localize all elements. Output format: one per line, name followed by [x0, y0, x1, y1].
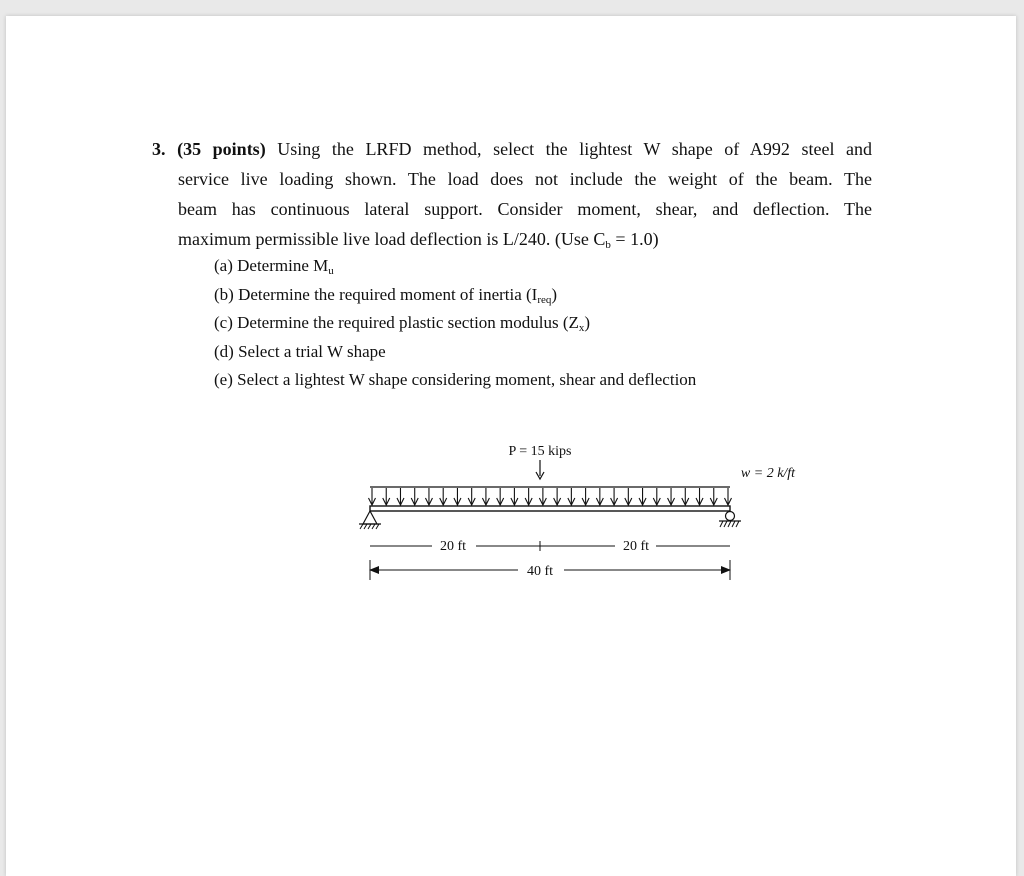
question-points: (35 points): [177, 139, 266, 159]
udl-arrow: [539, 488, 546, 505]
part-b-sub: req: [537, 293, 552, 306]
dimension-left: [370, 539, 540, 554]
problem-text-2: service live loading shown. The load does not include the weight of the beam. The: [178, 169, 872, 189]
udl-arrow: [482, 488, 489, 505]
problem-text-1: Using the LRFD method, select the lightest W shape of A992 steel and: [277, 139, 873, 159]
udl-arrow: [554, 488, 561, 505]
problem-text-4-end: = 1.0): [610, 229, 659, 249]
udl-arrow: [383, 488, 390, 505]
udl-arrow: [568, 488, 575, 505]
problem-statement: [152, 134, 872, 254]
part-a-sub: u: [328, 265, 334, 277]
part-d-text: (d) Select a trial W shape: [214, 341, 386, 361]
udl-arrow: [682, 488, 689, 505]
udl-arrow: [397, 488, 404, 505]
udl-arrow: [625, 488, 632, 505]
udl-arrow: [468, 488, 475, 505]
dimension-right: [540, 539, 730, 554]
part-e: [214, 366, 696, 395]
problem-line-2: [152, 164, 872, 194]
part-c-end: ): [584, 313, 591, 332]
part-b: [214, 281, 696, 310]
sub-questions: [214, 252, 696, 395]
dim-total-label: 40 ft: [526, 564, 554, 579]
udl-arrow: [596, 488, 603, 505]
udl-arrow: [440, 488, 447, 505]
cb-subscript: b: [605, 239, 611, 251]
udl-arrow: [582, 488, 589, 505]
problem-line-4: [152, 224, 872, 254]
beam: [370, 506, 730, 511]
part-a-text: (a) Determine M: [214, 256, 329, 275]
udl-arrow: [668, 488, 675, 505]
part-e-text: (e) Select a lightest W shape considering moment, shear and deflection: [214, 370, 697, 389]
problem-text-3: beam has continuous lateral support. Consider moment, shear, and deflection. The: [178, 199, 872, 219]
point-load-arrow: [536, 460, 544, 479]
udl-arrow: [611, 488, 618, 505]
udl-arrow: [725, 488, 732, 505]
udl-arrow: [497, 488, 504, 505]
part-a: [214, 252, 696, 281]
udl-arrow: [511, 488, 518, 505]
udl-arrow: [411, 488, 418, 505]
dim-left-label: 20 ft: [439, 539, 467, 554]
part-c-text: (c) Determine the required plastic section modulus (Z: [214, 313, 579, 332]
udl-arrow: [696, 488, 703, 505]
part-c-sub: x: [578, 322, 585, 334]
dimension-total: [370, 560, 730, 580]
part-b-text: (b) Determine the required moment of inertia (I: [214, 284, 538, 304]
part-d: [214, 338, 696, 367]
problem-line-1: [152, 134, 872, 164]
udl-arrow: [425, 488, 432, 505]
part-c: [214, 309, 696, 338]
part-b-end: ): [551, 284, 558, 304]
pin-support-icon: [359, 511, 381, 529]
udl-arrow: [369, 488, 376, 505]
question-number: 3.: [152, 139, 166, 159]
dim-right-label: 20 ft: [622, 539, 650, 554]
problem-text-4: maximum permissible live load deflection is L/240. (Use C: [178, 229, 606, 249]
udl-arrow: [710, 488, 717, 505]
udl-arrow: [653, 488, 660, 505]
udl-arrow: [639, 488, 646, 505]
beam-diagram: [340, 432, 820, 582]
point-load-label: P = 15 kips: [508, 444, 572, 459]
problem-line-3: [152, 194, 872, 224]
roller-support-icon: [719, 512, 741, 528]
distributed-load-arrows: [369, 488, 732, 505]
udl-arrow: [454, 488, 461, 505]
udl-arrow: [525, 488, 532, 505]
distributed-load-label: w = 2 k/ft: [740, 466, 796, 481]
